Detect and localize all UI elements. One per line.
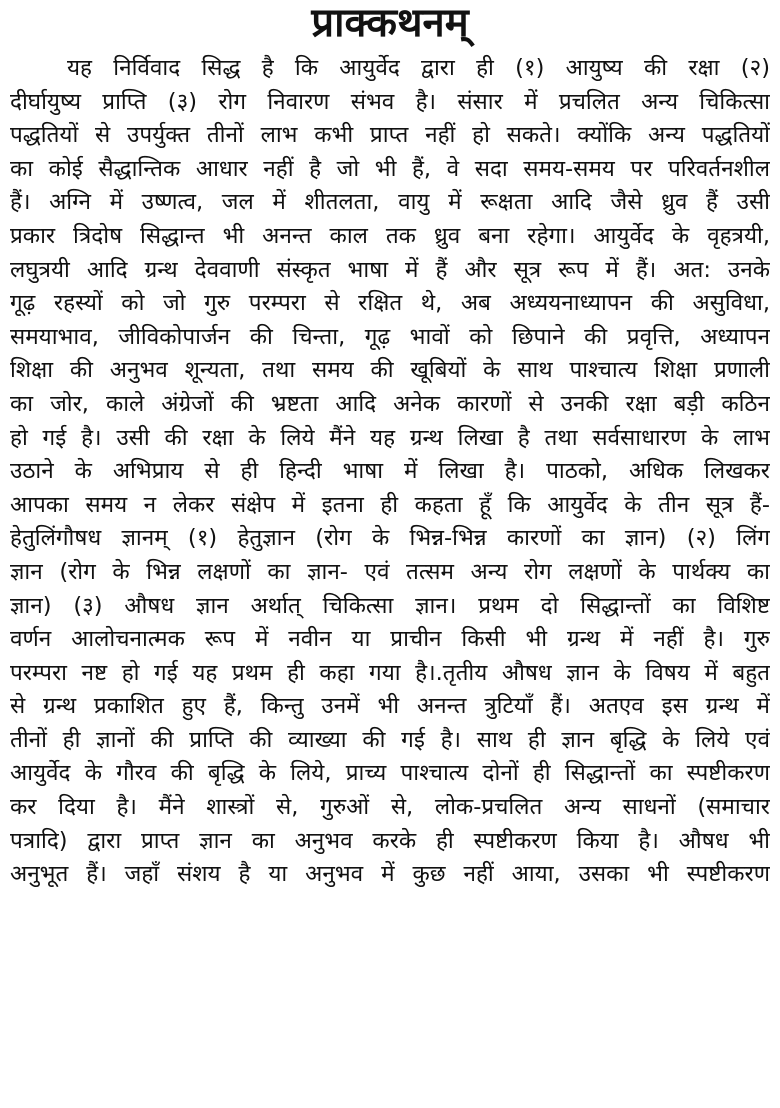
paragraph-line: प्रकार त्रिदोष सिद्धान्त भी अनन्त काल तक ध्रुव बना रहेगा। आयुर्वेद के वृहत्रयी, <box>10 222 770 249</box>
preface-paragraph <box>10 52 770 892</box>
paragraph-line: यह निर्विवाद सिद्ध है कि आयुर्वेद द्वारा ही (१) आयुष्य की रक्षा (२) <box>67 55 770 81</box>
paragraph-line: समयाभाव, जीविकोपार्जन की चिन्ता, गूढ़ भावों को छिपाने की प्रवृत्ति, अध्यापन <box>10 323 770 350</box>
page-title: प्राक्कथनम् <box>311 0 469 46</box>
paragraph-line: परम्परा नष्ट हो गई यह प्रथम ही कहा गया है।.तृतीय औषध ज्ञान के विषय में बहुत <box>10 659 770 686</box>
paragraph-line: से ग्रन्थ प्रकाशित हुए हैं, किन्तु उनमें भी अनन्त त्रुटियाँ हैं। अतएव इस ग्रन्थ में <box>10 693 770 720</box>
paragraph-line: का कोई सैद्धान्तिक आधार नहीं है जो भी हैं, वे सदा समय-समय पर परिवर्तनशील <box>10 155 770 182</box>
paragraph-line: वर्णन आलोचनात्मक रूप में नवीन या प्राचीन किसी भी ग्रन्थ में नहीं है। गुरु <box>10 626 770 653</box>
paragraph-line: शिक्षा की अनुभव शून्यता, तथा समय की खूबियों के साथ पाश्चात्य शिक्षा प्रणाली <box>10 357 770 384</box>
paragraph-line: दीर्घायुष्य प्राप्ति (३) रोग निवारण संभव है। संसार में प्रचलित अन्य चिकित्सा <box>10 88 770 115</box>
paragraph-line: हेतुलिंगौषध ज्ञानम् (१) हेतुज्ञान (रोग के भिन्न-भिन्न कारणों का ज्ञान) (२) लिंग <box>10 525 770 552</box>
paragraph-line: उठाने के अभिप्राय से ही हिन्दी भाषा में लिखा है। पाठको, अधिक लिखकर <box>10 458 770 485</box>
paragraph-line: ज्ञान) (३) औषध ज्ञान अर्थात् चिकित्सा ज्ञान। प्रथम दो सिद्धान्तों का विशिष्ट <box>10 592 770 619</box>
paragraph-line: पद्धतियों से उपर्युक्त तीनों लाभ कभी प्राप्त नहीं हो सकते। क्योंकि अन्य पद्धतियों <box>10 122 770 149</box>
paragraph-line: ज्ञान (रोग के भिन्न लक्षणों का ज्ञान- एवं तत्सम अन्य रोग लक्षणों के पार्थक्य का <box>10 558 770 585</box>
paragraph-line: तीनों ही ज्ञानों की प्राप्ति की व्याख्या की गई है। साथ ही ज्ञान बृद्धि के लिये एवं <box>10 726 770 753</box>
paragraph-line: हैं। अग्नि में उष्णत्व, जल में शीतलता, वायु में रूक्षता आदि जैसे ध्रुव हैं उसी <box>10 189 770 216</box>
paragraph-line: आपका समय न लेकर संक्षेप में इतना ही कहता हूँ कि आयुर्वेद के तीन सूत्र हैं- <box>10 491 770 518</box>
paragraph-line: का जोर, काले अंग्रेजों की भ्रष्टता आदि अनेक कारणों से उनकी रक्षा बड़ी कठिन <box>10 390 770 417</box>
paragraph-line: पत्रादि) द्वारा प्राप्त ज्ञान का अनुभव करके ही स्पष्टीकरण किया है। औषध भी <box>10 827 770 854</box>
paragraph-line: अनुभूत हैं। जहाँ संशय है या अनुभव में कुछ नहीं आया, उसका भी स्पष्टीकरण <box>10 861 770 888</box>
paragraph-line: लघुत्रयी आदि ग्रन्थ देववाणी संस्कृत भाषा में हैं और सूत्र रूप में हैं। अत: उनके <box>10 256 770 283</box>
paragraph-line: गूढ़ रहस्यों को जो गुरु परम्परा से रक्षित थे, अब अध्ययनाध्यापन की असुविधा, <box>10 290 770 317</box>
paragraph-line: आयुर्वेद के गौरव की बृद्धि के लिये, प्राच्य पाश्चात्य दोनों ही सिद्धान्तों का स्पष्टीकरण <box>10 760 770 787</box>
paragraph-line: हो गई है। उसी की रक्षा के लिये मैंने यह ग्रन्थ लिखा है तथा सर्वसाधारण के लाभ <box>10 424 770 451</box>
paragraph-line: कर दिया है। मैंने शास्त्रों से, गुरुओं से, लोक-प्रचलित अन्य साधनों (समाचार <box>10 794 770 821</box>
